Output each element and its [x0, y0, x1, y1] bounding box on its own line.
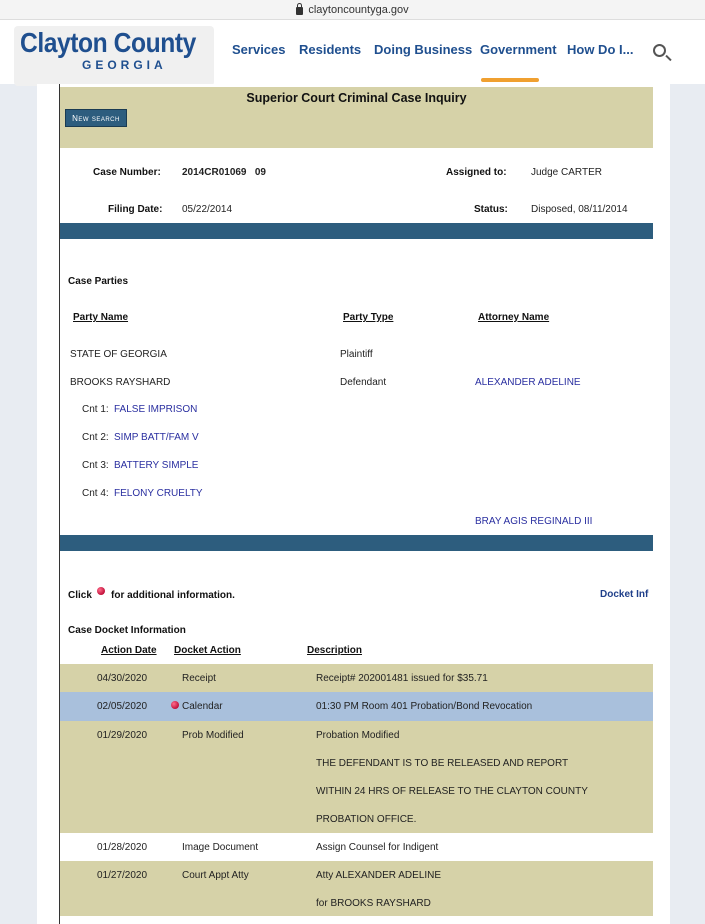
party-type-header: Party Type: [343, 312, 394, 323]
new-search-button[interactable]: New search: [65, 109, 127, 127]
party-name: STATE OF GEORGIA: [70, 349, 167, 360]
section-divider: [60, 223, 653, 239]
site-header: [0, 20, 705, 84]
lock-icon: [296, 7, 303, 15]
section-divider: [60, 535, 653, 551]
count-label: Cnt 4:: [82, 488, 109, 499]
search-icon[interactable]: [653, 44, 666, 57]
docket-date: 04/30/2020: [97, 673, 148, 684]
docket-description: THE DEFENDANT IS TO BE RELEASED AND REPORT: [316, 758, 569, 769]
docket-info-link[interactable]: Docket Inf: [600, 589, 649, 600]
docket-action-header: Docket Action: [174, 645, 241, 656]
info-dot-icon[interactable]: [171, 701, 179, 709]
docket-date: 01/28/2020: [97, 842, 148, 853]
docket-row: [60, 721, 653, 833]
docket-action: Prob Modified: [182, 730, 244, 741]
docket-row: [60, 861, 653, 916]
docket-date: 02/05/2020: [97, 701, 148, 712]
attorney-link[interactable]: BRAY AGIS REGINALD III: [475, 516, 593, 527]
info-dot-icon: [97, 587, 105, 595]
docket-action: Receipt: [182, 673, 216, 684]
nav-how-do-i[interactable]: How Do I...: [567, 42, 634, 57]
page-title: Superior Court Criminal Case Inquiry: [246, 91, 467, 105]
docket-description: 01:30 PM Room 401 Probation/Bond Revocation: [316, 701, 533, 712]
docket-description: Receipt# 202001481 issued for $35.71: [316, 673, 488, 684]
docket-description: WITHIN 24 HRS OF RELEASE TO THE CLAYTON COUNTY: [316, 786, 588, 797]
docket-action: Court Appt Atty: [182, 870, 249, 881]
logo-title[interactable]: Clayton County: [20, 27, 196, 58]
docket-action: Image Document: [182, 842, 259, 853]
filing-date-label: Filing Date:: [108, 204, 163, 215]
docket-row: [60, 664, 653, 692]
docket-description: Assign Counsel for Indigent: [316, 842, 439, 853]
logo-subtitle: GEORGIA: [82, 58, 167, 72]
case-number-value: 2014CR01069 09: [182, 167, 266, 178]
count-label: Cnt 1:: [82, 404, 109, 415]
docket-date: 01/27/2020: [97, 870, 148, 881]
attorney-link[interactable]: ALEXANDER ADELINE: [475, 377, 581, 388]
docket-description: Probation Modified: [316, 730, 400, 741]
assigned-value: Judge CARTER: [531, 167, 602, 178]
nav-residents[interactable]: Residents: [299, 42, 362, 57]
status-value: Disposed, 08/11/2014: [531, 204, 628, 215]
docket-description: PROBATION OFFICE.: [316, 814, 417, 825]
party-type: Defendant: [340, 377, 387, 388]
party-name-header: Party Name: [73, 312, 129, 323]
status-label: Status:: [474, 204, 508, 215]
nav-services[interactable]: Services: [232, 42, 286, 57]
docket-action[interactable]: Calendar: [182, 701, 223, 712]
filing-date-value: 05/22/2014: [182, 204, 233, 215]
case-parties-title: Case Parties: [68, 276, 129, 287]
nav-doing-business[interactable]: Doing Business: [374, 42, 473, 57]
charge-link[interactable]: SIMP BATT/FAM V: [114, 432, 199, 443]
docket-row[interactable]: [60, 692, 653, 721]
click-hint-prefix: Click: [68, 590, 92, 601]
count-label: Cnt 2:: [82, 432, 109, 443]
nav-active-indicator: [481, 78, 539, 82]
docket-date: 01/29/2020: [97, 730, 148, 741]
docket-section-title: Case Docket Information: [68, 625, 186, 636]
attorney-name-header: Attorney Name: [478, 312, 550, 323]
party-type: Plaintiff: [340, 349, 373, 360]
count-label: Cnt 3:: [82, 460, 109, 471]
click-hint-suffix: for additional information.: [111, 590, 235, 601]
docket-description: Atty ALEXANDER ADELINE: [316, 870, 442, 881]
party-name: BROOKS RAYSHARD: [70, 377, 171, 388]
charge-link[interactable]: FALSE IMPRISON: [114, 404, 198, 415]
case-number-label: Case Number:: [93, 167, 161, 178]
description-header: Description: [307, 645, 363, 656]
charge-link[interactable]: FELONY CRUELTY: [114, 488, 203, 499]
action-date-header: Action Date: [101, 645, 157, 656]
assigned-label: Assigned to:: [446, 167, 507, 178]
nav-government[interactable]: Government: [480, 42, 557, 57]
docket-description: for BROOKS RAYSHARD: [316, 898, 431, 909]
url-bar[interactable]: [0, 0, 705, 20]
docket-row: [60, 833, 653, 861]
charge-link[interactable]: BATTERY SIMPLE: [114, 460, 199, 471]
url-text: claytoncountyga.gov: [308, 3, 409, 16]
